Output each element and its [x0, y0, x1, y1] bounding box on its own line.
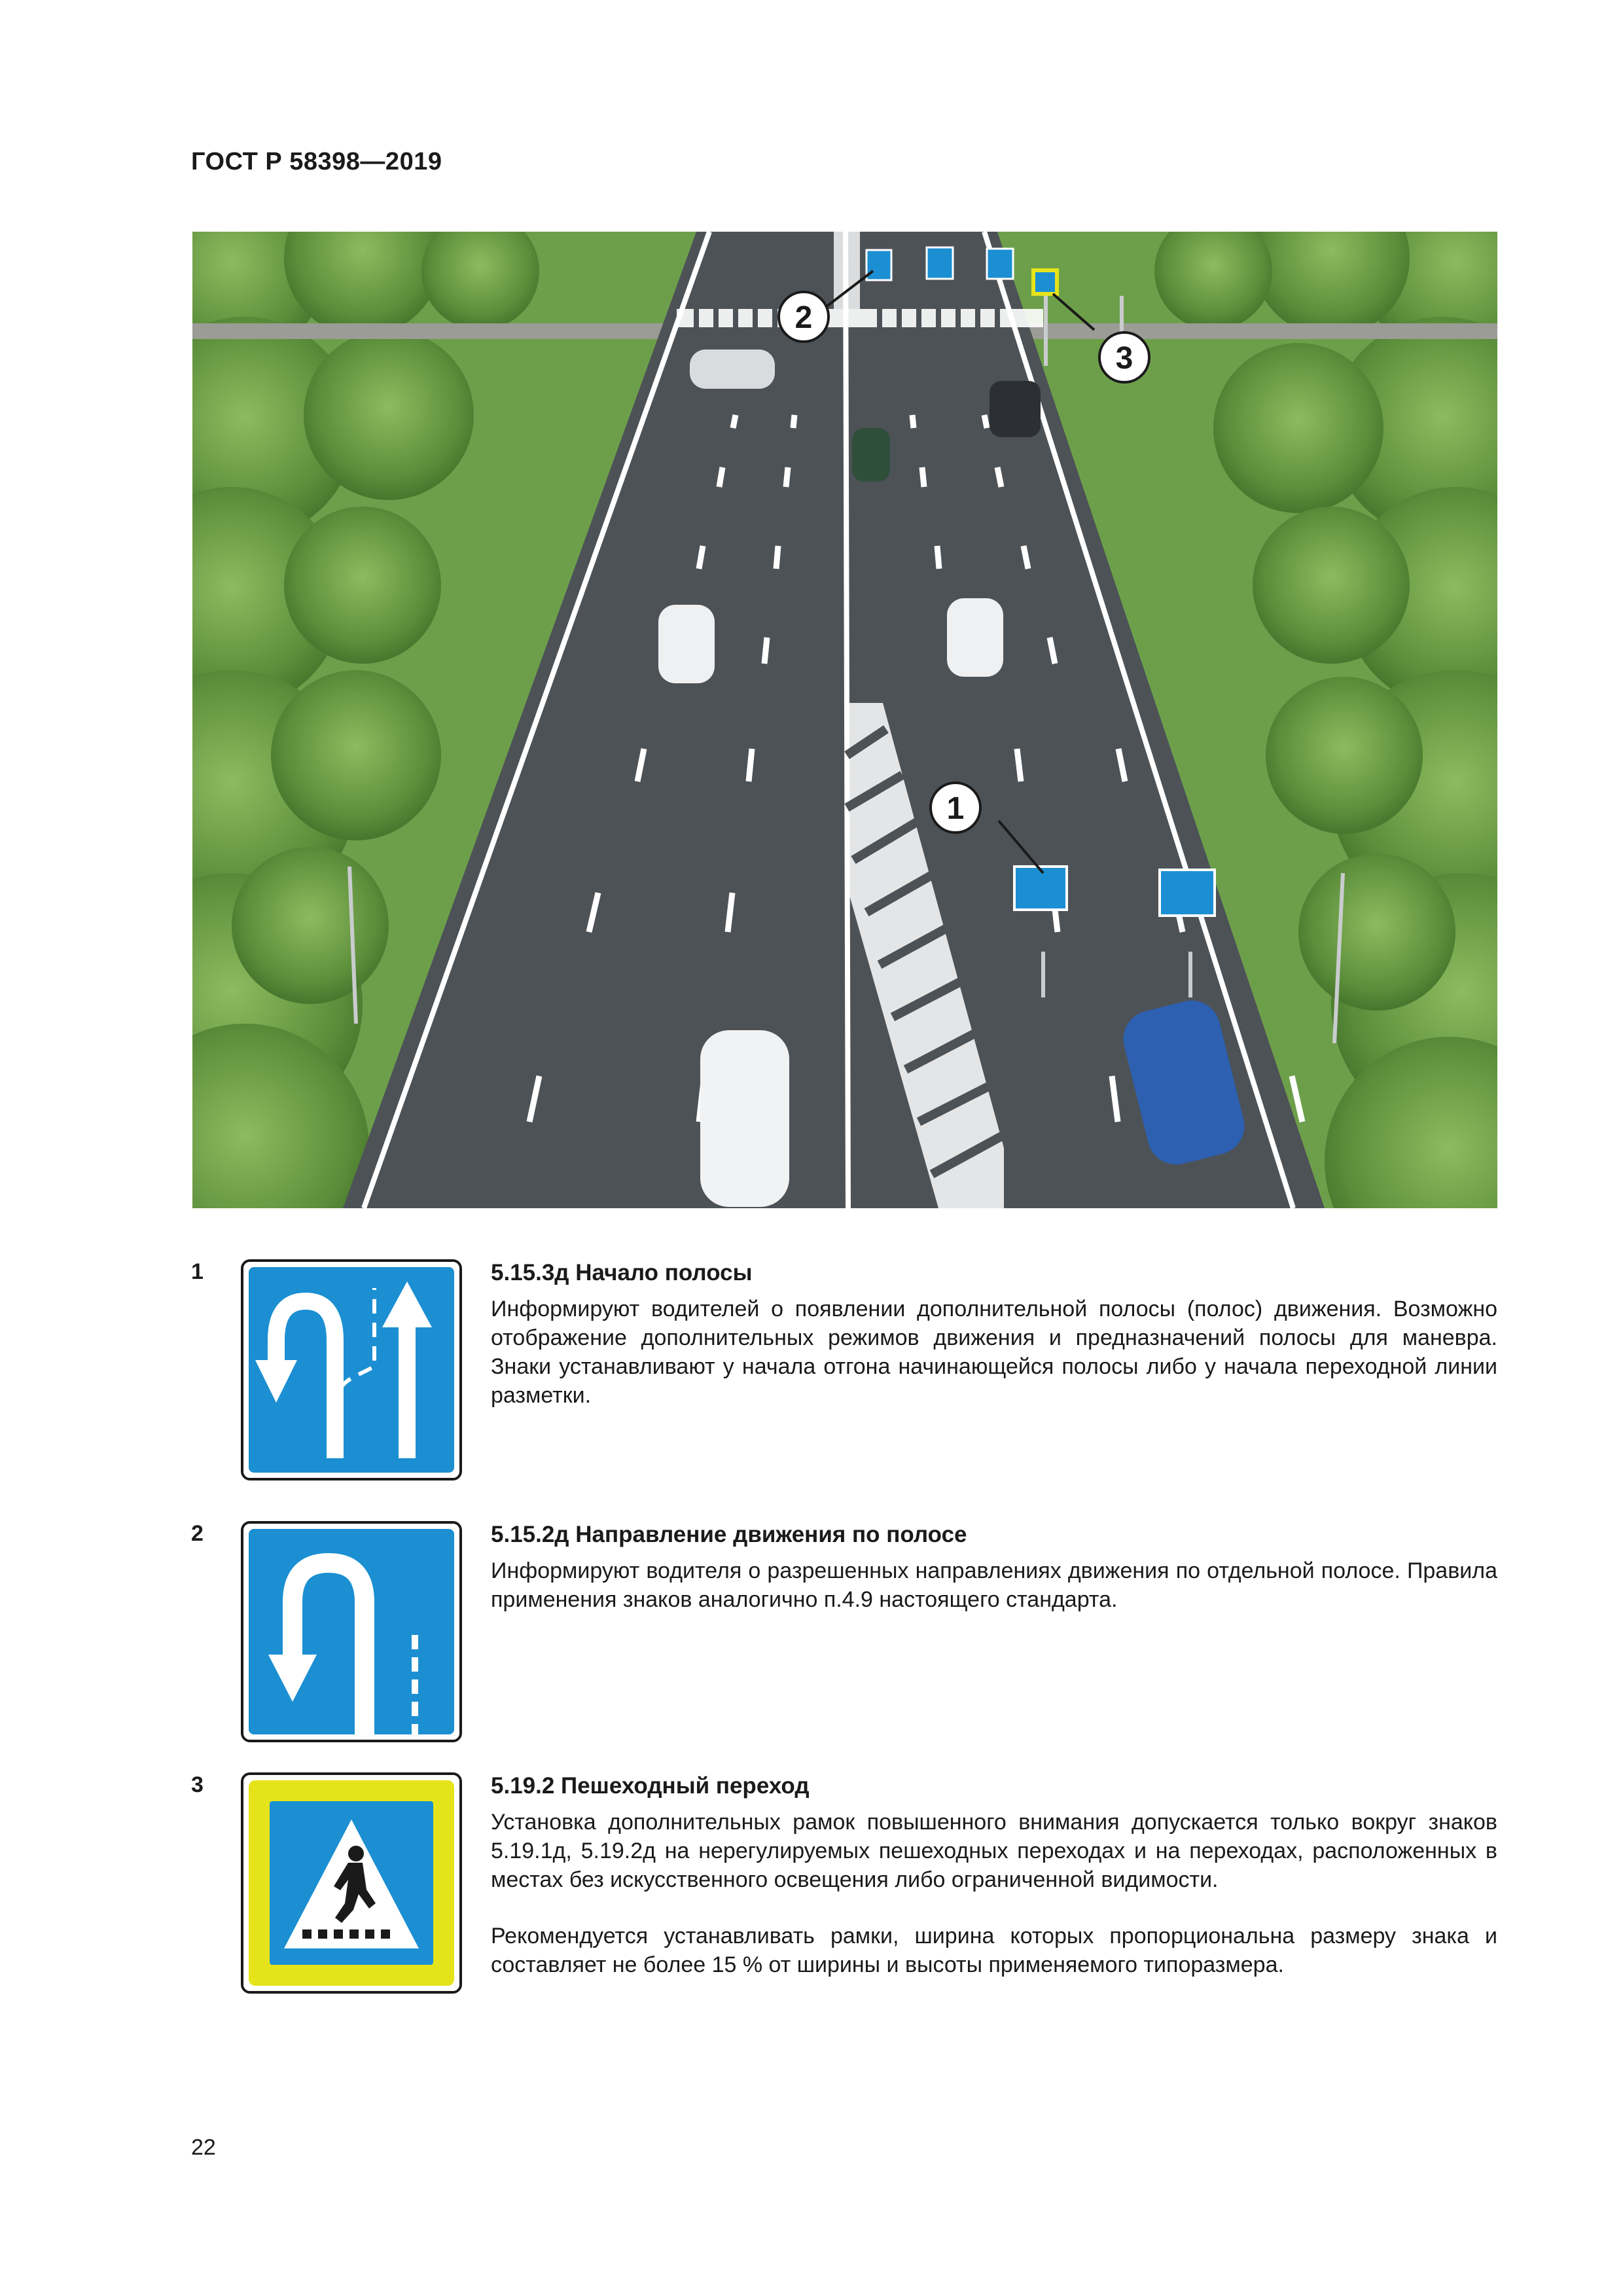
entry-number: 1: [191, 1259, 204, 1284]
pedestrian-crossing-icon: [243, 1775, 459, 1991]
document-header: ГОСТ Р 58398—2019: [191, 148, 442, 175]
lane-start-icon: [243, 1262, 459, 1478]
entry-paragraph: Информируют водителей о появлении дополнительной полосы (полос) движения. Возможно отображение дополнительных режимов движения и предназначений полосы для маневра. Знаки устанавливают у начала отгона начинающейся полосы либо у начала переходной линии разметки.: [491, 1297, 1497, 1408]
entry-text: [491, 1521, 1497, 1614]
scene-sign-straight-a: [927, 247, 953, 279]
lane-direction-sign: [241, 1521, 462, 1742]
entry-number: 2: [191, 1521, 204, 1546]
scene-sign-crossing: [1035, 272, 1055, 292]
entry-paragraph: Установка дополнительных рамок повышенного внимания допускается только вокруг знаков 5.19.1д, 5.19.2д на нерегулируемых пешеходных переходах и на переходах, расположенных в местах без искусственного освещения либо ограниченной видимости.: [491, 1810, 1497, 1892]
road-scene: [192, 232, 1497, 1208]
entry-title: 5.15.2д Направление движения по полосе: [491, 1522, 967, 1547]
callout-3-label: 3: [1115, 341, 1133, 376]
entry-title: 5.19.2 Пешеходный переход: [491, 1773, 810, 1799]
lane-start-sign: [241, 1259, 462, 1480]
entry-paragraph: Информируют водителя о разрешенных направлениях движения по отдельной полосе. Правила применения знаков аналогично п.4.9 настоящего стандарта.: [491, 1558, 1497, 1612]
entry-title: 5.15.3д Начало полосы: [491, 1260, 753, 1285]
scene-sign-straight-c: [1160, 870, 1215, 916]
callout-1-label: 1: [946, 791, 965, 826]
road-illustration: [192, 232, 1497, 1208]
entry-number: 3: [191, 1772, 204, 1797]
callout-2-label: 2: [794, 300, 813, 335]
pedestrian-crossing-sign: [241, 1772, 462, 1994]
callout-3: [1099, 332, 1149, 382]
entry-text: [491, 1259, 1497, 1410]
scene-sign-lane-start: [1014, 867, 1067, 910]
lane-direction-icon: [243, 1524, 459, 1740]
callout-1: [931, 783, 980, 833]
entry-text: [491, 1772, 1497, 1979]
scene-sign-lane-direction: [866, 250, 891, 280]
scene-sign-straight-b: [987, 249, 1013, 279]
page-number: 22: [191, 2135, 216, 2160]
callout-2: [779, 292, 829, 342]
entry-paragraph: Рекомендуется устанавливать рамки, ширина которых пропорциональна размеру знака и составляет не более 15 % от ширины и высоты применяемого типоразмера.: [491, 1924, 1497, 1977]
